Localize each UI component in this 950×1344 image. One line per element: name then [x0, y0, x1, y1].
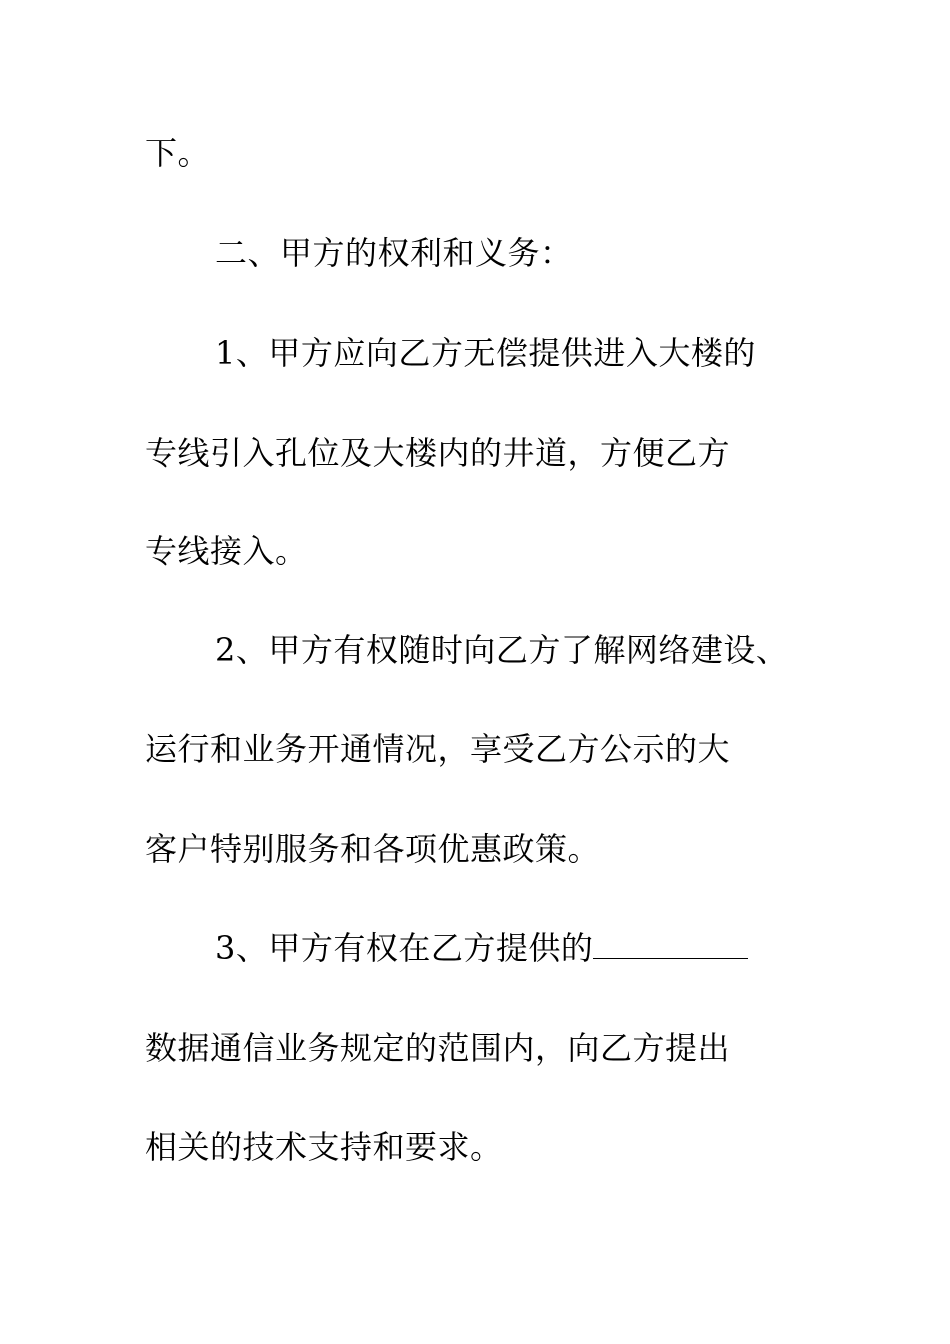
fill-in-blank: [593, 930, 748, 959]
text-line: 数据通信业务规定的范围内，向乙方提出: [145, 1029, 731, 1067]
text-line: 2、甲方有权随时向乙方了解网络建设、: [215, 631, 789, 669]
text-line-with-blank: [215, 928, 748, 968]
text-line: 客户特别服务和各项优惠政策。: [145, 830, 601, 868]
text-segment: 3、甲方有权在乙方提供的: [215, 929, 594, 967]
text-line: 专线引入孔位及大楼内的井道，方便乙方: [145, 434, 731, 472]
text-line: 运行和业务开通情况，享受乙方公示的大: [145, 730, 731, 768]
text-line: 专线接入。: [145, 532, 308, 570]
section-heading: 二、甲方的权利和义务：: [215, 234, 573, 272]
text-line: 1、甲方应向乙方无偿提供进入大楼的: [215, 334, 756, 372]
text-line: 下。: [145, 134, 211, 172]
text-line: 相关的技术支持和要求。: [145, 1128, 503, 1166]
